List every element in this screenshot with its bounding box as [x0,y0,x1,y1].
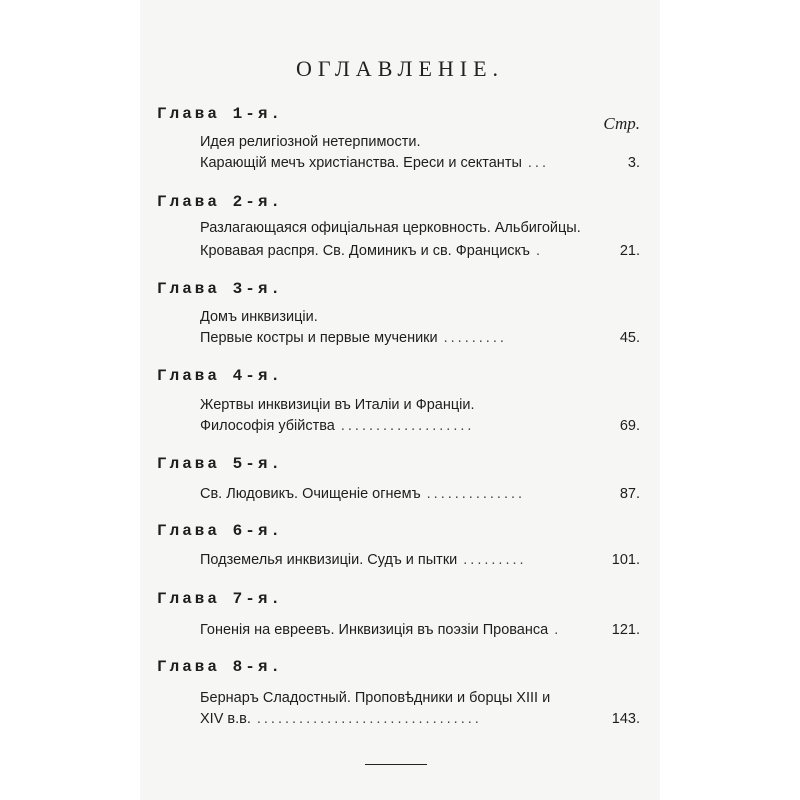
chapter-heading-4: Глава 4-я. [157,367,284,385]
toc-line-text: Первые костры и первые мученики [200,330,438,346]
chapter-heading-5: Глава 5-я. [157,455,284,473]
chapter-heading-6: Глава 6-я. [157,522,284,540]
toc-line [200,552,640,568]
page-number: 21. [619,243,640,259]
leader-dots: . [535,243,543,259]
chapter-heading-1: Глава 1-я. [157,105,284,123]
chapter-heading-7: Глава 7-я. [157,590,284,608]
chapter-heading-8: Глава 8-я. [157,658,284,676]
page-number: 45. [619,330,640,346]
toc-line [200,155,640,171]
page-column-label: Стр. [603,114,640,133]
toc-line-text: Гоненія на евреевъ. Инквизиція въ поэзіи Прованса [200,622,549,638]
toc-line-text: Философія убійства [200,418,335,434]
toc-line [200,486,640,502]
toc-line-text: Разлагающаяся офиціальная церковность. Альбигойцы. [200,220,581,236]
leader-dots: . [554,622,562,638]
page-number: 3. [627,155,640,171]
toc-line [200,622,640,638]
book-page [140,0,660,800]
page-number: 87. [619,486,640,502]
chapter-heading-3: Глава 3-я. [157,280,284,298]
page-number: 101. [611,552,640,568]
toc-line-text: XIV в.в. [200,711,251,727]
leader-dots: ................................ [256,711,482,727]
toc-line-text: Подземелья инквизиціи. Судъ и пытки [200,552,458,568]
toc-line [200,309,640,325]
toc-line-text: Карающій мечъ христіанства. Ереси и сектанты [200,155,522,171]
page-number: 143. [611,711,640,727]
toc-line-text: Жертвы инквизиціи въ Италіи и Франціи. [200,397,475,413]
toc-line-text: Кровавая распря. Св. Доминикъ и св. Францискъ [200,243,530,259]
toc-line-text: Идея религіозной нетерпимости. [200,134,421,150]
page-number: 121. [611,622,640,638]
toc-line-text: Домъ инквизиціи. [200,309,318,325]
toc-line-text: Св. Людовикъ. Очищеніе огнемъ [200,486,421,502]
leader-dots: .............. [426,486,526,502]
leader-dots: ......... [463,552,527,568]
toc-line [200,243,640,259]
leader-dots: ................... [340,418,475,434]
page-number: 69. [619,418,640,434]
toc-line [200,711,640,727]
leader-dots: ......... [443,330,507,346]
toc-line [200,397,640,413]
toc-line [200,134,640,150]
leader-dots: ... [527,155,549,171]
bottom-rule [365,764,427,765]
toc-line [200,220,640,236]
toc-line [200,418,640,434]
page-title: ОГЛАВЛЕНІЕ. [295,56,505,81]
toc-line [200,690,640,706]
toc-line-text: Бернаръ Сладостный. Проповѣдники и борцы XIII и [200,690,551,706]
toc-line [200,330,640,346]
chapter-heading-2: Глава 2-я. [157,193,284,211]
